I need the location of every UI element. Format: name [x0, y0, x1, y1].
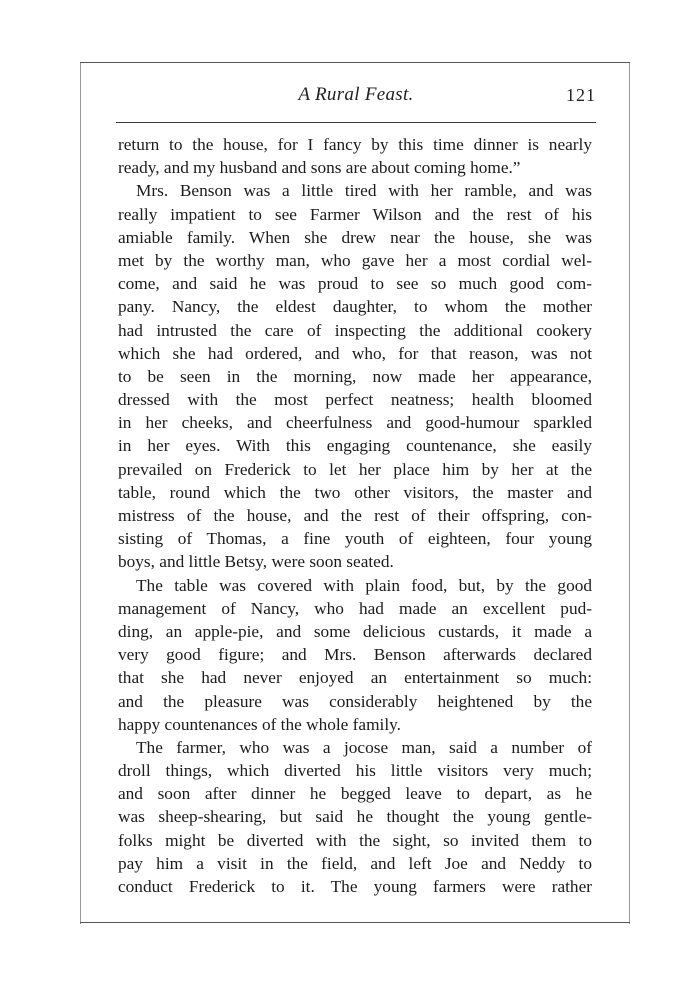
text-line: conduct Frederick to it. The young farmers were rather: [118, 877, 592, 896]
running-head: [116, 84, 596, 114]
text-line: really impatient to see Farmer Wilson and the rest of his: [118, 204, 592, 224]
text-line: come, and said he was proud to see so much good com-: [118, 274, 592, 294]
text-line: and soon after dinner he begged leave to depart, as he: [118, 784, 592, 804]
text-line: prevailed on Frederick to let her place him by her at the: [118, 459, 592, 479]
text-line: The table was covered with plain food, but, by the good: [136, 575, 592, 595]
text-line: pay him a visit in the field, and left Joe and Neddy to: [118, 853, 592, 873]
text-line: ding, an apple-pie, and some delicious custards, it made a: [118, 621, 592, 641]
body-text: [118, 133, 592, 898]
page-number: 121: [566, 85, 596, 105]
header-rule: [116, 122, 596, 123]
text-line: management of Nancy, who had made an excellent pud-: [118, 598, 592, 618]
text-line: The farmer, who was a jocose man, said a number of: [136, 737, 592, 757]
text-line: to be seen in the morning, now made her appearance,: [118, 366, 592, 386]
text-line: return to the house, for I fancy by this time dinner is nearly: [118, 135, 592, 154]
text-line: Mrs. Benson was a little tired with her ramble, and was: [136, 181, 592, 201]
text-line: in her cheeks, and cheerfulness and good-humour sparkled: [118, 413, 592, 433]
text-line: mistress of the house, and the rest of their offspring, con-: [118, 506, 592, 525]
text-line: that she had never enjoyed an entertainment so much:: [118, 668, 592, 688]
text-line: met by the worthy man, who gave her a most cordial wel-: [118, 250, 592, 270]
text-line: was sheep-shearing, but said he thought the young gentle-: [118, 807, 592, 827]
text-line: dressed with the most perfect neatness; health bloomed: [118, 390, 592, 410]
text-line: amiable family. When she drew near the house, she was: [118, 227, 592, 247]
bottom-border-rule: [80, 922, 630, 923]
running-title: A Rural Feast.: [298, 84, 414, 105]
text-line: and the pleasure was considerably heightened by the: [118, 691, 592, 711]
text-line: very good figure; and Mrs. Benson afterwards declared: [118, 645, 592, 665]
text-line: pany. Nancy, the eldest daughter, to whom the mother: [118, 297, 592, 317]
text-line: boys, and little Betsy, were soon seated.: [118, 552, 394, 572]
top-border-rule: [80, 62, 630, 63]
text-line: happy countenances of the whole family.: [118, 714, 401, 734]
text-line: had intrusted the care of inspecting the additional cookery: [118, 320, 592, 340]
text-line: in her eyes. With this engaging countenance, she easily: [118, 436, 592, 456]
text-line: folks might be diverted with the sight, so invited them to: [118, 830, 592, 850]
text-line: sisting of Thomas, a fine youth of eighteen, four young: [118, 529, 592, 549]
text-line: droll things, which diverted his little visitors very much;: [118, 761, 592, 781]
text-line: ready, and my husband and sons are about coming home.”: [118, 158, 521, 178]
text-line: table, round which the two other visitors, the master and: [118, 482, 592, 502]
text-line: which she had ordered, and who, for that reason, was not: [118, 343, 592, 363]
